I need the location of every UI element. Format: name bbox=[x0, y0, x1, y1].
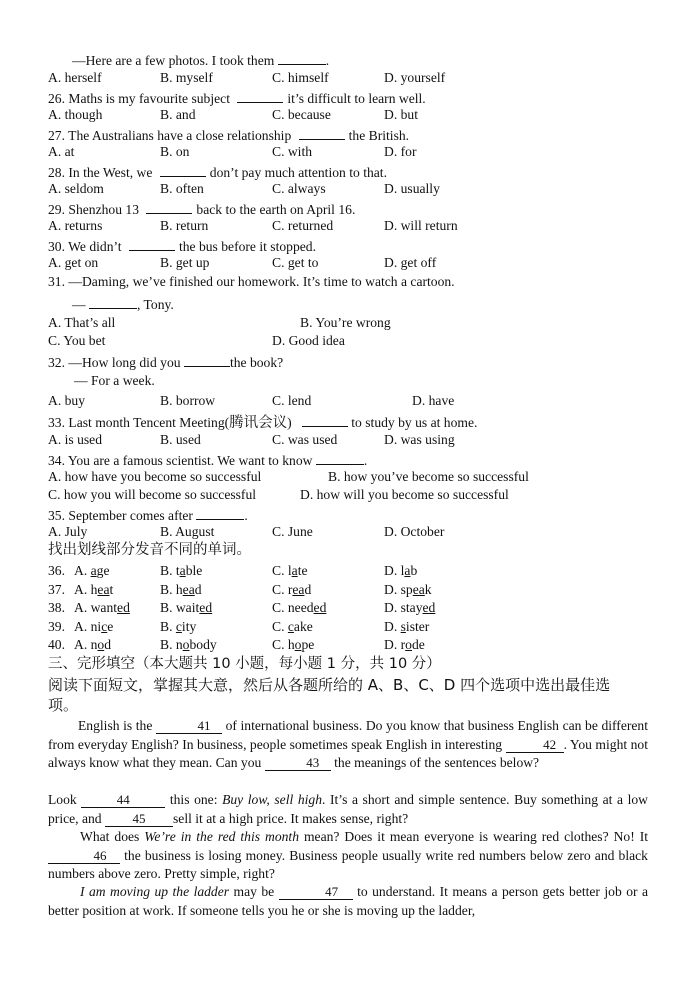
underlined-letters: o bbox=[405, 637, 412, 652]
option-d[interactable]: D. for bbox=[384, 144, 417, 159]
q32-reply: — For a week. bbox=[74, 373, 155, 388]
word-part: ble bbox=[185, 563, 203, 578]
option-a[interactable]: A. though bbox=[48, 107, 103, 122]
option-b[interactable]: B. often bbox=[160, 181, 204, 196]
underlined-letters: a bbox=[404, 563, 411, 578]
phonetic-option-b[interactable] bbox=[160, 637, 217, 653]
option-c[interactable]: C. with bbox=[272, 144, 313, 159]
stem-text: 28. In the West, we bbox=[48, 165, 153, 180]
option-a[interactable]: A. how have you become so successful bbox=[48, 469, 262, 484]
phonetic-option-b[interactable] bbox=[160, 563, 202, 579]
phonetic-number: 36. bbox=[48, 563, 65, 578]
passage-paragraph-2: Look 44 this one: Buy low, sell high. It’s a short and simple sentence. Buy something at a low price, and 45 sell it at a high price. It makes sense, right? bbox=[48, 792, 648, 826]
instruction-line-2: 项。 bbox=[48, 696, 79, 714]
option-b[interactable]: B. get up bbox=[160, 255, 210, 270]
question-27-stem bbox=[48, 126, 409, 144]
underlined-letters: a bbox=[179, 563, 186, 578]
blank-44[interactable]: 44 bbox=[81, 793, 165, 808]
stem-text: the British. bbox=[348, 128, 410, 143]
passage-paragraph-1: English is the 41 of international business. Do you know that business English can be different from everyday English? In business, people sometimes speak English in interesting 42 . You might not always know what they mean. Can you 43 the meanings of the sentences below? bbox=[48, 718, 648, 770]
word-part: A. want bbox=[74, 600, 118, 615]
phonetic-option-d[interactable] bbox=[384, 637, 425, 653]
answer-blank[interactable] bbox=[302, 413, 348, 427]
answer-blank[interactable] bbox=[278, 51, 326, 65]
option-c[interactable]: C. get to bbox=[272, 255, 319, 270]
q31-reply: — , Tony. bbox=[72, 297, 174, 312]
phonetic-option-a[interactable] bbox=[74, 637, 111, 653]
phonetic-option-c[interactable] bbox=[272, 637, 314, 653]
word-part: C. r bbox=[272, 582, 293, 597]
word-part: D. stay bbox=[384, 600, 423, 615]
phonetic-option-d[interactable] bbox=[384, 582, 432, 598]
phonetics-heading: 找出划线部分发音不同的单词。 bbox=[48, 542, 251, 558]
word-part: C. need bbox=[272, 600, 314, 615]
underlined-letters: c bbox=[101, 619, 108, 634]
option-a[interactable]: A. July bbox=[48, 524, 88, 539]
underlined-letters: ea bbox=[182, 582, 195, 597]
blank-46[interactable]: 46 bbox=[48, 849, 120, 864]
word-part: B. t bbox=[160, 563, 180, 578]
underlined-letters: s bbox=[400, 619, 406, 634]
option-d[interactable]: D. yourself bbox=[384, 70, 446, 85]
option-a[interactable]: A. returns bbox=[48, 218, 103, 233]
option-c[interactable]: C. how you will become so successful bbox=[48, 487, 257, 502]
phonetic-number: 40. bbox=[48, 637, 65, 652]
option-b[interactable]: B. myself bbox=[160, 70, 213, 85]
option-c[interactable]: C. returned bbox=[272, 218, 334, 233]
word-part: B. h bbox=[160, 582, 183, 597]
option-d[interactable]: D. usually bbox=[384, 181, 440, 196]
word-part: B. n bbox=[160, 637, 183, 652]
option-d[interactable]: D. how will you become so successful bbox=[300, 487, 509, 502]
q35-stem: 35. September comes after . bbox=[48, 508, 248, 523]
option-b[interactable]: B. return bbox=[160, 218, 209, 233]
underlined-letters: ed bbox=[313, 600, 327, 615]
q33-stem: 33. Last month Tencent Meeting(腾讯会议) to study by us at home. bbox=[48, 415, 478, 431]
answer-blank[interactable] bbox=[160, 163, 206, 177]
option-b[interactable]: B. on bbox=[160, 144, 190, 159]
q32-stem: 32. —How long did you the book? bbox=[48, 355, 284, 370]
word-part: A. bbox=[74, 563, 91, 578]
option-c[interactable]: C. was used bbox=[272, 432, 338, 447]
word-part: ge bbox=[96, 563, 110, 578]
option-b[interactable]: B. used bbox=[160, 432, 201, 447]
option-a[interactable]: A. herself bbox=[48, 70, 102, 85]
answer-blank[interactable] bbox=[146, 200, 192, 214]
word-part: k bbox=[424, 582, 432, 597]
word-part: d bbox=[104, 637, 112, 652]
word-part: b bbox=[410, 563, 418, 578]
answer-blank[interactable] bbox=[196, 506, 244, 520]
section-title: 三、完形填空（本大题共 10 小题，每小题 1 分，共 10 分） bbox=[48, 656, 441, 672]
underlined-letters: c bbox=[175, 619, 182, 634]
phonetic-option-c[interactable] bbox=[272, 619, 313, 635]
instruction-line-1: 阅读下面短文，掌握其大意，然后从各题所给的 A、B、C、D 四个选项中选出最佳选 bbox=[48, 676, 611, 694]
underlined-letters: ea bbox=[292, 582, 305, 597]
phonetic-option-a[interactable] bbox=[74, 563, 110, 579]
passage-paragraph-3: What does We’re in the red this month mean? Does it mean everyone is wearing red clothes? No! It 46 the business is losing money. Business people usually write red numbers below zero and black numbers above zero. Pretty simple, right? bbox=[48, 829, 648, 881]
option-c[interactable]: C. himself bbox=[272, 70, 329, 85]
phonetic-option-a[interactable] bbox=[74, 582, 113, 598]
q25-stem: —Here are a few photos. I took them . bbox=[72, 53, 330, 68]
word-part: de bbox=[411, 637, 425, 652]
underlined-letters: o bbox=[294, 637, 302, 652]
underlined-letters: ed bbox=[422, 600, 436, 615]
answer-blank[interactable] bbox=[316, 451, 364, 465]
option-a[interactable]: A. seldom bbox=[48, 181, 104, 196]
option-b[interactable]: B. and bbox=[160, 107, 196, 122]
q31-stem: 31. —Daming, we’ve finished our homework. It’s time to watch a cartoon. bbox=[48, 274, 455, 289]
phonetic-option-a[interactable] bbox=[74, 619, 113, 635]
phonetic-option-b[interactable] bbox=[160, 600, 212, 616]
option-d[interactable]: D. will return bbox=[384, 218, 458, 233]
word-part: C. bbox=[272, 619, 288, 634]
word-part: D. sp bbox=[384, 582, 413, 597]
underlined-letters: ea bbox=[97, 582, 110, 597]
option-d[interactable]: D. but bbox=[384, 107, 418, 122]
phonetic-option-c[interactable] bbox=[272, 582, 311, 598]
word-part: D. l bbox=[384, 563, 405, 578]
question-29-stem bbox=[48, 200, 355, 218]
blank-43[interactable]: 43 bbox=[265, 756, 331, 771]
word-part: ister bbox=[405, 619, 430, 634]
phonetic-option-b[interactable] bbox=[160, 582, 202, 598]
stem-text: 27. The Australians have a close relationship bbox=[48, 128, 292, 143]
option-b[interactable]: B. You’re wrong bbox=[300, 315, 391, 330]
blank-41[interactable]: 41 bbox=[156, 719, 222, 734]
question-30-stem bbox=[48, 237, 316, 255]
option-a[interactable]: A. buy bbox=[48, 393, 86, 408]
question-28-stem bbox=[48, 163, 387, 181]
option-a[interactable]: A. is used bbox=[48, 432, 102, 447]
blank-45[interactable]: 45 bbox=[105, 812, 173, 827]
option-d[interactable]: D. October bbox=[384, 524, 445, 539]
phonetic-option-a[interactable] bbox=[74, 600, 130, 616]
word-part: A. ni bbox=[74, 619, 102, 634]
option-c[interactable]: C. always bbox=[272, 181, 326, 196]
phonetic-option-d[interactable] bbox=[384, 563, 417, 579]
option-b[interactable]: B. how you’ve become so successful bbox=[328, 469, 529, 484]
option-c[interactable]: C. because bbox=[272, 107, 331, 122]
passage-paragraph-4: I am moving up the ladder may be 47 to understand. It means a person gets better job or a better position at work. If someone tells you he or she is moving up the ladder, bbox=[48, 884, 649, 918]
word-part: e bbox=[107, 619, 114, 634]
stem-text: 29. Shenzhou 13 bbox=[48, 202, 139, 217]
option-a[interactable]: A. at bbox=[48, 144, 75, 159]
word-part: D. bbox=[384, 619, 401, 634]
word-part: ake bbox=[293, 619, 313, 634]
word-part: body bbox=[189, 637, 217, 652]
phonetic-number: 38. bbox=[48, 600, 65, 615]
underlined-letters: ed bbox=[199, 600, 213, 615]
answer-blank[interactable] bbox=[89, 295, 137, 309]
answer-blank[interactable] bbox=[237, 89, 283, 103]
blank-47[interactable]: 47 bbox=[279, 885, 353, 900]
stem-text: the bus before it stopped. bbox=[178, 239, 316, 254]
word-part: C. l bbox=[272, 563, 292, 578]
word-part: B. wait bbox=[160, 600, 200, 615]
question-26-stem bbox=[48, 89, 426, 107]
word-part: B. bbox=[160, 619, 176, 634]
stem-text: it’s difficult to learn well. bbox=[287, 91, 426, 106]
phonetic-option-c[interactable] bbox=[272, 600, 326, 616]
option-a[interactable]: A. get on bbox=[48, 255, 99, 270]
underlined-letters: o bbox=[182, 637, 190, 652]
word-part: A. h bbox=[74, 582, 98, 597]
stem-text: back to the earth on April 16. bbox=[196, 202, 356, 217]
option-d[interactable]: D. have bbox=[412, 393, 455, 408]
phonetic-option-d[interactable] bbox=[384, 600, 435, 616]
underlined-letters: a bbox=[90, 563, 97, 578]
option-c[interactable]: C. June bbox=[272, 524, 313, 539]
stem-text: 26. Maths is my favourite subject bbox=[48, 91, 230, 106]
option-d[interactable]: D. get off bbox=[384, 255, 437, 270]
word-part: te bbox=[297, 563, 308, 578]
phonetic-option-b[interactable] bbox=[160, 619, 196, 635]
underlined-letters: c bbox=[287, 619, 294, 634]
word-part: d bbox=[194, 582, 202, 597]
answer-blank[interactable] bbox=[129, 237, 175, 251]
stem-text: 30. We didn’t bbox=[48, 239, 122, 254]
word-part: d bbox=[304, 582, 312, 597]
underlined-letters: ed bbox=[117, 600, 130, 615]
underlined-letters: ea bbox=[412, 582, 425, 597]
option-c[interactable]: C. You bet bbox=[48, 333, 106, 348]
blank-42[interactable]: 42 bbox=[506, 738, 564, 753]
word-part: ity bbox=[181, 619, 197, 634]
underlined-letters: a bbox=[291, 563, 298, 578]
option-c[interactable]: C. lend bbox=[272, 393, 312, 408]
word-part: t bbox=[109, 582, 114, 597]
option-a[interactable]: A. That’s all bbox=[48, 315, 116, 330]
phonetic-option-c[interactable] bbox=[272, 563, 308, 579]
stem-text: don’t pay much attention to that. bbox=[209, 165, 387, 180]
phonetic-option-d[interactable] bbox=[384, 619, 429, 635]
word-part: pe bbox=[301, 637, 315, 652]
phonetic-number: 39. bbox=[48, 619, 65, 634]
phonetic-number: 37. bbox=[48, 582, 65, 597]
answer-blank[interactable] bbox=[299, 126, 345, 140]
q34-stem: 34. You are a famous scientist. We want to know . bbox=[48, 453, 368, 468]
word-part: C. h bbox=[272, 637, 295, 652]
underlined-letters: o bbox=[97, 637, 105, 652]
option-b[interactable]: B. August bbox=[160, 524, 215, 539]
option-d[interactable]: D. was using bbox=[384, 432, 455, 447]
option-b[interactable]: B. borrow bbox=[160, 393, 216, 408]
option-d[interactable]: D. Good idea bbox=[272, 333, 345, 348]
word-part: D. r bbox=[384, 637, 406, 652]
answer-blank[interactable] bbox=[184, 353, 230, 367]
word-part: A. n bbox=[74, 637, 98, 652]
